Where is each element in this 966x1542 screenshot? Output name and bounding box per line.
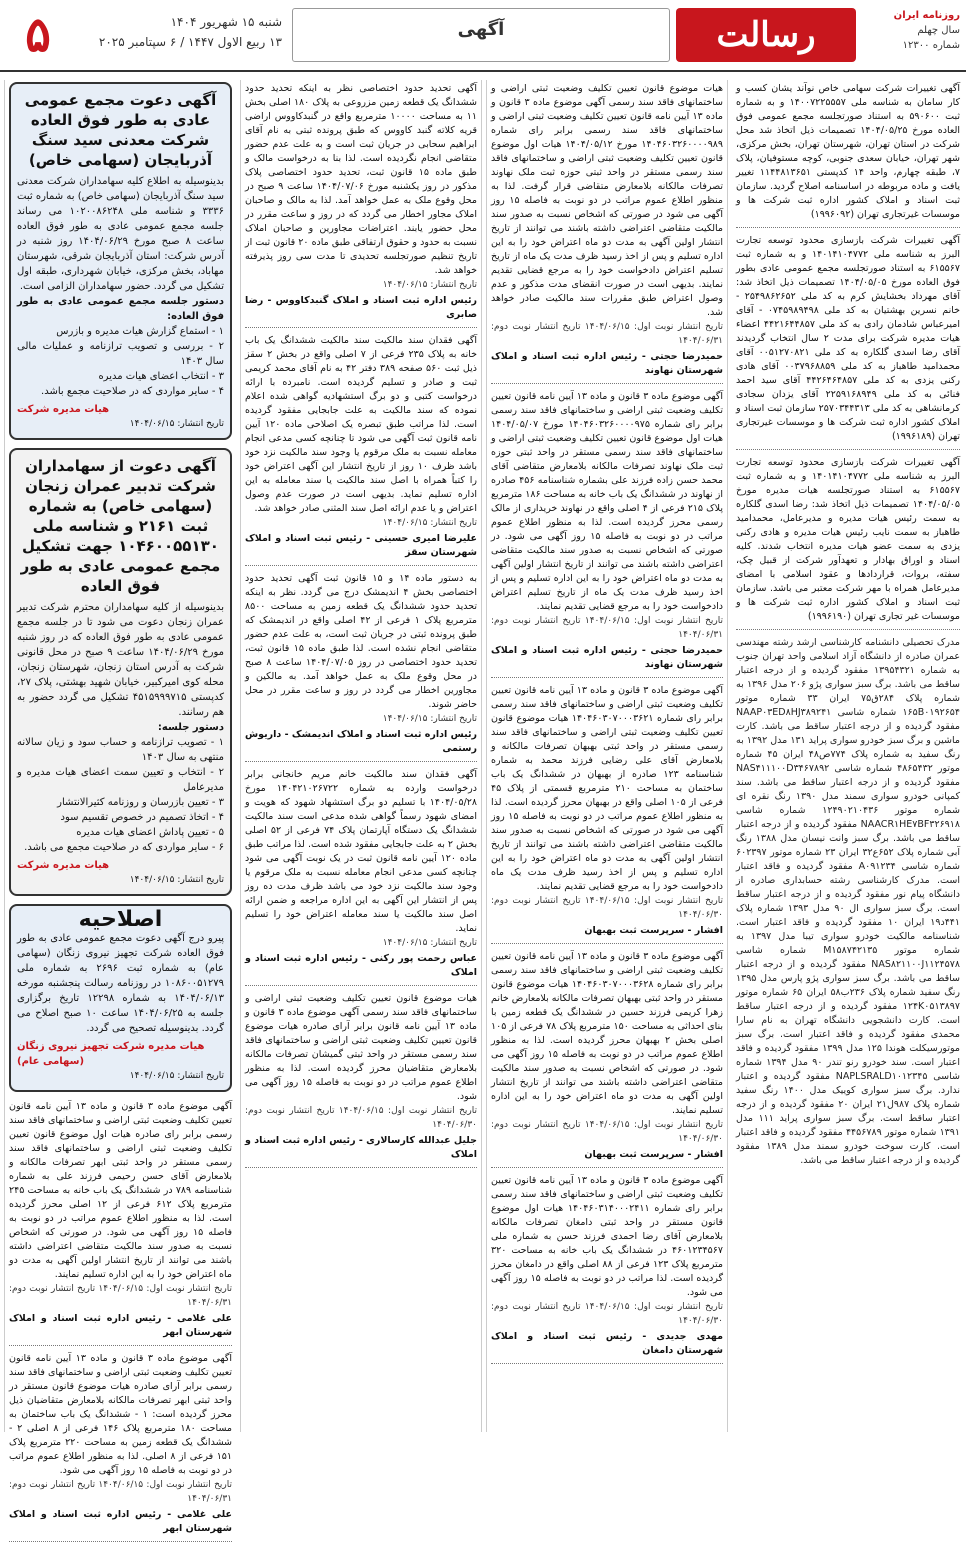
notice	[491, 1174, 723, 1364]
notice-text: آگهی موضوع ماده ۳ قانون و ماده ۱۳ آیین نامه قانون تعیین تکلیف وضعیت ثبتی اراضی و ساختمانهای فاقد سند رسمی برابر رای شماره ۱۴۰۴۶۰۳۱۴۰۰۰۲۴۱۱ هیات اول موضوع قانون مستقر در واحد ثبتی دامغان تصرفات مالکانه بلامعارض آقای رضا احمدی فرزند حسن به شماره ملی ۴۶۰۱۲۳۴۵۶۷ در ششدانگ یک باب خانه به مساحت ۳۲۰ مترمربع پلاک ۱۲۳ فرعی از ۸۸ اصلی واقع در دامغان محرز گردیده است. لذا مراتب در دو نوبت به فاصله ۱۵ روز آگهی می شود.	[491, 1175, 724, 1298]
correction-title: اصلاحیه	[78, 907, 163, 932]
date-line-1: شنبه ۱۵ شهریور ۱۴۰۴	[170, 15, 282, 29]
date-block	[72, 12, 282, 52]
notice	[245, 334, 477, 566]
agenda-item: ۳ - انتخاب اعضای هیات مدیره	[98, 371, 224, 382]
agenda-item: ۶ - سایر مواردی که در صلاحیت مجمع می باشد.	[24, 842, 224, 853]
notice-signature: افشار - سرپرست ثبت بهبهان	[584, 925, 723, 936]
shareholders-invitation-ad	[9, 448, 232, 896]
newspaper-logo: رسالت	[676, 8, 856, 62]
notice-signature: علی غلامی - رئیس اداره ثبت اسناد و املاک شهرستان ابهر	[9, 1313, 232, 1338]
date-line-2: ۱۳ ربیع الاول ۱۴۴۷ / ۶ سپتامبر ۲۰۲۵	[98, 35, 282, 49]
agenda-heading: دستور جلسه مجمع عمومی عادی به طور فوق العاده:	[17, 296, 224, 322]
notice-signature: عباس رحمت پور رکنی - رئیس اداره ثبت اسناد و املاک	[245, 953, 477, 978]
board-signature: هیات مدیره شرکت	[17, 860, 110, 871]
board-signature: هیات مدیره شرکت تجهیز نیروی زنگان (سهامی عام)	[17, 1041, 205, 1067]
notice	[736, 234, 960, 450]
agenda-item: ۲ - بررسی و تصویب ترازنامه و عملیات مالی سال ۱۴۰۳	[17, 341, 224, 367]
notice-signature: حمیدرضا حجتی - رئیس اداره ثبت اسناد و املاک شهرستان نهاوند	[491, 351, 723, 376]
notice-date: تاریخ انتشار: ۱۴۰۴/۰۶/۱۵	[382, 518, 477, 528]
ad-date: تاریخ انتشار: ۱۴۰۴/۰۶/۱۵	[129, 419, 224, 429]
ad-body: بدینوسیله از کلیه سهامداران محترم شرکت تدبیر عمران زنجان دعوت می شود تا در جلسه مجمع عمومی عادی به طور فوق العاده که در روز شنبه مورخ ۱۴۰۴/۰۶/۲۹ ساعت ۹ صبح در محل قانونی شرکت به آدرس استان زنجان، شهرستان زنجان، محله کوی امیرکبیر، خیابان شهید بهشتی، پلاک ۲۷، کدپستی ۴۵۱۵۹۹۹۷۱۵ تشکیل می گردد حضور به هم رسانند.	[17, 602, 224, 718]
notice-date: تاریخ انتشار نوبت اول: ۱۴۰۴/۰۶/۱۵ تاریخ انتشار نوبت دوم: ۱۴۰۴/۰۶/۳۱	[9, 1480, 232, 1504]
notice	[491, 684, 723, 944]
agenda-item: ۳ - تعیین بازرسان و روزنامه کثیرالانتشار	[57, 797, 224, 808]
agenda-item: ۱ - تصویب ترازنامه و حساب سود و زیان سالانه منتهی به سال ۱۴۰۳	[17, 737, 224, 763]
column-3	[240, 80, 482, 1432]
agenda-heading: دستور جلسه:	[157, 722, 224, 733]
notice-text: آگهی فقدان سند مالکیت خانم مریم خانجانی برابر درخواست وارده به شماره ۱۴۰۴۲۱۰۲۶۷۲۲ مورخ ۱۴۰۴/۰۵/۲۸ با تسلیم دو برگ استشهاد شهود که هویت و امضای شهود رسماً گواهی شده مدعی است سند مالکیت ششدانگ یک دستگاه آپارتمان پلاک ۷۴ فرعی از ۵۲ اصلی بخش ۲ به علت جابجایی مفقود شده است. لذا مراتب طبق ماده ۱۲۰ آیین نامه قانون ثبت در یک نوبت آگهی می شود چنانچه کسی مدعی انجام معامله نسبت به ملک مرقوم یا وجود سند مالکیت نزد خود می باشد ظرف مدت ده روز پس از انتشار این آگهی به این اداره مراجعه و ضمن ارائه اصل سند مالکیت یا سند معامله اعتراض خود را تسلیم نماید.	[245, 769, 477, 934]
notice	[9, 1100, 232, 1346]
correction-ad	[9, 904, 232, 1092]
issue-label: شماره ۱۲۳۰۰	[902, 40, 960, 51]
notice	[9, 1352, 232, 1542]
notice-signature: علیرضا امیری حسینی - رئیس ثبت اسناد و املاک شهرستان سقز	[245, 533, 477, 558]
brand-label: روزنامه ایران	[893, 10, 960, 21]
notice-signature: افشار - سرپرست ثبت بهبهان	[584, 1149, 723, 1160]
notice-date: تاریخ انتشار: ۱۴۰۴/۰۶/۱۵	[382, 714, 477, 724]
notice-date: تاریخ انتشار نوبت اول: ۱۴۰۴/۰۶/۱۵ تاریخ انتشار نوبت دوم: ۱۴۰۴/۰۶/۳۰	[491, 896, 723, 920]
notice-date: تاریخ انتشار نوبت اول: ۱۴۰۴/۰۶/۱۵ تاریخ انتشار نوبت دوم: ۱۴۰۴/۰۶/۳۱	[491, 616, 723, 640]
notice-signature: جلیل عبدالله کارسالاری - رئیس اداره ثبت اسناد و املاک	[245, 1135, 477, 1160]
notice-signature: رئیس اداره ثبت اسناد و املاک اندیمشک - داریوش رستمی	[245, 729, 477, 754]
agenda-item: ۱ - استماع گزارش هیات مدیره و بازرس	[56, 326, 224, 337]
ad-body: بدینوسیله به اطلاع کلیه سهامداران شرکت معدنی سید سنگ آذربایجان (سهامی خاص) به شماره ثبت ۳۳۳۶ و شناسه ملی ۱۰۲۰۰۸۶۲۴۸ می رساند جلسه مجمع عمومی عادی به طور فوق العاده ساعت ۸ صبح مورخ ۱۴۰۴/۰۶/۲۹ روز شنبه در آدرس شرکت: استان آذربایجان شرقی، شهرستان مهاباد، بخش مرکزی، خیابان شهرداری، طبقه اول تشکیل می گردد. حضور سهامداران الزامی است.	[17, 176, 224, 292]
page-number: ۵	[25, 7, 51, 63]
notice-signature: رئیس اداره ثبت اسناد و املاک گنبدکاووس - رضا صابری	[245, 295, 477, 320]
notice-text: به دستور ماده ۱۴ و ۱۵ قانون ثبت آگهی تحدید حدود اختصاصی بخش ۴ اندیمشک درج می گردد. نظر به اینکه تحدید حدود ششدانگ یک قطعه زمین به مساحت ۸۵۰۰ مترمربع پلاک ۱ فرعی از ۴۲ اصلی واقع در اندیمشک که طبق پرونده ثبتی در جریان ثبت است، به علت عدم حضور متقاضی انجام نشده است. لذا طبق ماده ۱۵ قانون ثبت، تحدید حدود اختصاصی در روز ۱۴۰۴/۰۷/۰۵ ساعت ۸ صبح در محل وقوع ملک به عمل خواهد آمد. به مالکین و مجاورین اخطار می گردد در روز و ساعت مقرر در محل حاضر شوند.	[245, 573, 477, 710]
notice-text: آگهی تغییرات شرکت بازسازی محدود توسعه تجارت البرز به شناسه ملی ۱۴۰۱۴۱۰۴۷۷۲ و به شماره ثبت ۶۱۵۵۶۷ به استناد صورتجلسه هیات مدیره مورخ ۱۴۰۴/۰۵/۰۵ تصمیمات ذیل اتخاذ شد: رضا اسدی گلکاره به سمت رئیس هیات مدیره و مدیرعامل، محمدامید طاهباز به سمت نایب رئیس هیات مدیره و هادی رکنی یزدی به سمت عضو هیات مدیره انتخاب شدند. کلیه اسناد و اوراق بهادار و تعهدآور شرکت از قبیل چک، سفته، بروات، قراردادها و عقود اسلامی با امضای مدیرعامل همراه با مهر شرکت معتبر می باشد. سازمان ثبت اسناد و املاک کشور اداره ثبت شرکت ها و موسسات غیر تجاری تهران (۱۹۹۶۱۹۰)	[736, 457, 960, 622]
notice-text: آگهی تغییرات شرکت بازسازی محدود توسعه تجارت البرز به شناسه ملی ۱۴۰۱۴۱۰۴۷۷۲ و به شماره ثبت ۶۱۵۵۶۷ به استناد صورتجلسه مجمع عمومی عادی بطور فوق العاده مورخ ۱۴۰۴/۰۵/۰۵ تصمیمات ذیل اتخاذ شد: آقای مهرداد بخشایش کرم به کد ملی ۲۵۴۹۸۶۲۶۵۲ - خانم نسرین بهشتیان به کد ملی ۰۷۴۵۹۸۹۴۹۸ - آقای امیرعباس شادمان رادی به کد ملی ۴۴۲۱۶۴۴۸۵۷ اعضاء هیات مدیره شرکت برای مدت ۲ سال انتخاب گردیدند آقای رضا اسدی گلکاره به کد ملی ۰۰۵۱۲۷۰۸۲۱ آقای محمدامید طاهباز به کد ملی ۰۰۳۷۹۶۸۸۵۹ آقای هادی رکنی یزدی به کد ملی ۴۴۲۶۴۶۴۸۵۷ آقای سید احمد فنائی به کد ملی ۲۲۵۹۱۶۸۹۴۹ آقای یزدان سجادی کرمانشاهی به کد ملی ۲۵۷۰۳۴۴۳۱۳ سازمان ثبت اسناد و املاک کشور اداره ثبت شرکت ها و موسسات غیرتجاری تهران (۱۹۹۶۱۸۹)	[736, 235, 961, 442]
column-4	[4, 80, 236, 1534]
notice	[245, 82, 477, 328]
notice	[736, 82, 960, 228]
ad-title: آگهی دعوت از سهامداران شرکت تدبیر عمران زنجان (سهامی خاص) به شماره ثبت ۲۱۶۱ و شناسه ملی ۱۰۴۶۰۰۵۵۱۳۰ جهت تشکیل مجمع عمومی عادی به طور فوق العاده	[20, 457, 221, 595]
year-label: سال چهلم	[917, 25, 960, 36]
notice	[491, 390, 723, 678]
notice-date: تاریخ انتشار نوبت اول: ۱۴۰۴/۰۶/۱۵ تاریخ انتشار نوبت دوم: ۱۴۰۴/۰۶/۳۱	[491, 322, 723, 346]
notice-text: آگهی موضوع ماده ۳ قانون و ماده ۱۳ آیین نامه قانون تعیین تکلیف وضعیت ثبتی اراضی و ساختمانهای فاقد سند رسمی برابر رای شماره ۱۴۰۴۶۰۳۰۷۰۰۰۳۶۲۸ هیات موضوع قانون مستقر در واحد ثبتی بهبهان تصرفات مالکانه بلامعارض خانم زهرا کریمی فرزند حسین در ششدانگ یک قطعه زمین با بنای احداثی به مساحت ۱۵۰ مترمربع پلاک ۷۸ فرعی از ۱۰۵ اصلی بخش ۲ بهبهان محرز گردیده است. لذا به منظور اطلاع عموم مراتب در دو نوبت به فاصله ۱۵ روز آگهی می شود. در صورتی که اشخاص نسبت به صدور سند مالکیت متقاضی اعتراضی داشته باشند می توانند از تاریخ انتشار اولین آگهی به مدت دو ماه اعتراض خود را به این اداره تسلیم نمایند.	[491, 951, 724, 1116]
column-2	[486, 80, 728, 1432]
notice-text: آگهی تغییرات شرکت سهامی خاص نوآند یشان کسب و کار سامان به شناسه ملی ۱۴۰۰۷۲۲۵۵۵۷ و به شماره ثبت ۵۹۰۶۰۰ به استناد صورتجلسه مجمع عمومی فوق العاده مورخ ۱۴۰۴/۰۵/۲۵ تصمیمات ذیل اتخاذ شد محل شرکت در استان تهران، شهرستان تهران، بخش مرکزی، شهر تهران، خیابان سعدی جنوبی، کوچه مستوفیان، پلاک ۷، طبقه چهارم، واحد ۱۴ کدپستی ۱۱۴۴۸۱۳۶۵۱ تغییر یافت و ماده مربوطه در اساسنامه اصلاح گردید. سازمان ثبت اسناد و املاک کشور اداره ثبت شرکت ها و موسسات غیرتجاری تهران (۱۹۹۶۰۹۲)	[736, 83, 961, 220]
page-header	[0, 0, 966, 72]
ad-date: تاریخ انتشار: ۱۴۰۴/۰۶/۱۵	[129, 875, 224, 885]
notice	[245, 768, 477, 986]
lost-documents-notices: مدرک تحصیلی دانشنامه کارشناسی ارشد رشته مهندسی عمران صادره از دانشگاه آزاد اسلامی واحد تهران جنوب به شماره ۱۳۹۵۴۳۲۱ مفقود گردیده و از درجه اعتبار ساقط می باشد. برگ سبز سواری پژو ۲۰۶ مدل ۱۳۹۶ به شماره پلاک ۲۸۴ق۷۵ ایران ۳۳ شماره موتور ۱۶۵B۰۱۹۲۶۵۴ شماره شاسی NAAP۰۳ED۸HJ۳۸۹۲۴۱ مفقود گردیده و از درجه اعتبار ساقط می باشد. کارت ماشین و برگ سبز خودرو سواری پراید ۱۳۱ مدل ۱۳۹۲ به رنگ سفید به شماره پلاک ۷۷۴ص۴۸ ایران ۴۵ شماره موتور ۴۸۶۵۴۳۲ شماره شاسی NAS۴۱۱۱۰۰D۳۴۶۷۸۹۲ مفقود گردیده و از درجه اعتبار ساقط می باشد. سند کمپانی خودرو سواری سمند مدل ۱۳۹۰ رنگ نقره ای شماره موتور ۱۲۴۹۰۲۱۰۴۳۶ شماره شاسی NAACR۱HE۷BF۳۲۶۹۱۸ مفقود گردیده و از درجه اعتبار ساقط می باشد. برگ سبز وانت نیسان مدل ۱۳۸۸ رنگ آبی شماره پلاک ۶۵۲ع۳۲ ایران ۲۳ شماره موتور ۶۰۲۳۹۷ شماره شاسی A۰۹۱۲۳۴ مفقود گردیده و فاقد اعتبار است. مدرک کارشناسی رشته حسابداری صادره از دانشگاه پیام نور مفقود گردیده و از درجه اعتبار ساقط است. برگ سبز سواری ال ۹۰ مدل ۱۳۹۳ شماره پلاک ۴۴۱د۱۹ ایران ۱۰ مفقود گردیده و فاقد اعتبار است. شناسنامه مالکیت خودرو سواری تیبا مدل ۱۳۹۷ به شماره موتور M۱۵۸۷۴۲۱۳۵ شماره شاسی NAS۸۲۱۱۰۰J۱۱۲۴۵۷۸ مفقود گردیده و از درجه اعتبار ساقط می باشد. برگ سبز سواری پژو پارس مدل ۱۳۹۵ رنگ سفید شماره پلاک ۲۳۶ب۵۸ ایران ۶۵ شماره موتور ۱۲۴K۰۵۱۳۸۹۷ مفقود گردیده و از درجه اعتبار ساقط است. کارت دانشجویی دانشگاه تهران به نام سارا محمدی مفقود گردیده و فاقد اعتبار است. برگ سبز موتورسیکلت هوندا ۱۲۵ مدل ۱۳۹۹ مفقود گردیده و فاقد اعتبار است. سند خودرو رنو تندر ۹۰ مدل ۱۳۹۴ شماره شاسی NAPLSRALD۱۰۱۲۳۴۵ مفقود گردیده و اعتبار ندارد. برگ سبز سواری کوییک مدل ۱۴۰۰ رنگ سفید شماره پلاک ۹۸۷ل۲۱ ایران ۲۰ مفقود گردیده و از درجه اعتبار ساقط است. برگ سبز سواری پراید ۱۱۱ مدل ۱۳۹۱ شماره موتور ۴۴۵۶۷۸۹ مفقود گردیده و فاقد اعتبار است. کارت سوخت خودرو سمند مدل ۱۳۸۹ مفقود گردیده و از درجه اعتبار ساقط می باشد.	[736, 637, 961, 1166]
notice-text: هیات موضوع قانون تعیین تکلیف وضعیت ثبتی اراضی و ساختمانهای فاقد سند رسمی آگهی موضوع ماده ۳ قانون و ماده ۱۳ آیین نامه قانون تعیین تکلیف وضعیت ثبتی اراضی و ساختمانهای فاقد سند رسمی برابر رای شماره ۱۴۰۴۶۰۳۲۶۰۰۰۰۹۸۹ مورخ ۱۴۰۴/۰۵/۱۲ هیات اول موضوع قانون تعیین تکلیف وضعیت ثبتی اراضی و ساختمانهای فاقد سند رسمی مستقر در واحد ثبتی حوزه ثبت ملک نهاوند تصرفات مالکانه بلامعارض متقاضی قرار گرفت. لذا به منظور اطلاع عموم مراتب در دو نوبت به فاصله ۱۵ روز آگهی می شود در صورتی که اشخاص نسبت به صدور سند مالکیت متقاضی اعتراضی داشته باشند می توانند از تاریخ انتشار اولین آگهی به مدت دو ماه اعتراض خود را به این اداره تسلیم و پس از اخذ رسید ظرف مدت یک ماه از تاریخ تسلیم اعتراض دادخواست خود را به مرجع قضایی تقدیم نمایند. بدیهی است در صورت انقضای مدت مذکور و عدم وصول اعتراض طبق مقررات سند مالکیت صادر خواهد شد.	[491, 83, 723, 318]
notice	[491, 950, 723, 1168]
notice-date: تاریخ انتشار: ۱۴۰۴/۰۶/۱۵	[382, 938, 477, 948]
section-bar	[292, 8, 670, 62]
notice-date: تاریخ انتشار نوبت اول: ۱۴۰۴/۰۶/۱۵ تاریخ انتشار نوبت دوم: ۱۴۰۴/۰۶/۳۰	[245, 1106, 477, 1130]
notice-text: آگهی فقدان سند مالکیت سند مالکیت ششدانگ یک باب خانه به پلاک ۲۳۵ فرعی از ۷ اصلی واقع در بخش ۲ سقز ذیل ثبت ۵۶۰ صفحه ۳۸۹ دفتر ۴۲ به نام آقای محمد کریمی ثبت و صادر و تسلیم گردیده است. نامبرده با ارائه درخواست کتبی و دو برگ استشهادیه گواهی شده اعلام نموده که سند مالکیت به علت جابجایی مفقود گردیده است. لذا مراتب طبق تبصره یک اصلاحی ماده ۱۲۰ آیین نامه قانون ثبت آگهی می شود تا چنانچه کسی مدعی انجام معامله نسبت به ملک مرقوم یا وجود سند مالکیت نزد خود باشد ظرف ۱۰ روز از تاریخ انتشار این آگهی اعتراض خود را کتباً همراه با اصل سند مالکیت یا سند معامله به این اداره تسلیم نماید. بدیهی است در صورت عدم وصول اعتراض و یا عدم ارائه اصل سند المثنی صادر خواهد شد.	[245, 335, 478, 514]
section-title: آگهی	[457, 19, 505, 40]
notice	[736, 456, 960, 630]
agenda-item: ۴ - اتخاذ تصمیم در خصوص تقسیم سود	[60, 812, 224, 823]
notice	[245, 572, 477, 762]
notice-signature: حمیدرضا حجتی - رئیس اداره ثبت اسناد و املاک شهرستان نهاوند	[491, 645, 723, 670]
notice	[245, 992, 477, 1168]
notice-signature: مهدی جدیدی - رئیس ثبت اسناد و املاک شهرستان دامغان	[491, 1331, 723, 1356]
notice-text: آگهی موضوع ماده ۳ قانون و ماده ۱۳ آیین نامه قانون تعیین تکلیف وضعیت ثبتی اراضی و ساختمانهای فاقد سند رسمی برابر آرای صادره هیات موضوع قانون مستقر در واحد ثبتی ابهر تصرفات مالکانه بلامعارض متقاضیان ذیل محرز گردیده است: ۱ - ششدانگ یک باب ساختمان به مساحت ۱۸۰ مترمربع پلاک ۱۴۶ فرعی از ۸ اصلی ۲ - ششدانگ یک قطعه زمین به مساحت ۲۲۰ مترمربع پلاک ۱۵۱ فرعی از ۸ اصلی. لذا به منظور اطلاع عموم مراتب در دو نوبت به فاصله ۱۵ روز آگهی می شود.	[9, 1353, 233, 1476]
meeting-invitation-ad	[9, 82, 232, 440]
notice-date: تاریخ انتشار: ۱۴۰۴/۰۶/۱۵	[382, 280, 477, 290]
ad-date: تاریخ انتشار: ۱۴۰۴/۰۶/۱۵	[129, 1071, 224, 1081]
notice-text: آگهی تحدید حدود اختصاصی نظر به اینکه تحدید حدود ششدانگ یک قطعه زمین مزروعی به پلاک ۱۸۰ اصلی بخش ۱۱ به مساحت ۱۰۰۰۰ مترمربع واقع در گنبدکاووس اراضی قریه کلاته گنبد کاووس که طبق پرونده ثبتی به نام آقای ابراهیم سحابی در جریان ثبت است و به علت عدم حضور متقاضی انجام نگردیده است. لذا بنا به درخواست مالک و طبق ماده ۱۵ قانون ثبت، تحدید حدود اختصاصی پلاک مذکور در روز یکشنبه مورخ ۱۴۰۴/۰۷/۰۶ ساعت ۹ صبح در محل وقوع ملک به عمل خواهد آمد. لذا به مالک و صاحبان املاک مجاور اخطار می گردد که در روز و ساعت مقرر در محل حضور یابند. اعتراضات مجاورین و صاحبان املاک نسبت به حدود و حقوق ارتفاقی طبق ماده ۲۰ قانون ثبت از تاریخ تنظیم صورتجلسه تحدیدی تا مدت سی روز پذیرفته خواهد شد.	[245, 83, 477, 276]
column-1	[732, 80, 964, 1432]
notice	[491, 82, 723, 384]
agenda-item: ۲ - انتخاب و تعیین سمت اعضای هیات مدیره و مدیرعامل	[17, 767, 224, 793]
notice-date: تاریخ انتشار نوبت اول: ۱۴۰۴/۰۶/۱۵ تاریخ انتشار نوبت دوم: ۱۴۰۴/۰۶/۳۰	[491, 1302, 723, 1326]
notice-date: تاریخ انتشار نوبت اول: ۱۴۰۴/۰۶/۱۵ تاریخ انتشار نوبت دوم: ۱۴۰۴/۰۶/۳۰	[491, 1120, 723, 1144]
notice-text: آگهی موضوع ماده ۳ قانون و ماده ۱۳ آیین نامه قانون تعیین تکلیف وضعیت ثبتی اراضی و ساختمانهای فاقد سند رسمی برابر رای صادره هیات اول موضوع قانون تعیین تکلیف وضعیت ثبتی اراضی و ساختمانهای فاقد سند رسمی مستقر در واحد ثبتی ابهر تصرفات مالکانه و بلامعارض آقای حسن رحیمی فرزند علی به شماره شناسنامه ۷۸۹ در ششدانگ یک باب خانه به مساحت ۲۴۵ مترمربع پلاک ۶۱۲ فرعی از ۱۲ اصلی محرز گردیده است. لذا به منظور اطلاع عموم مراتب در دو نوبت به فاصله ۱۵ روز آگهی می شود. در صورتی که اشخاص نسبت به صدور سند مالکیت متقاضی اعتراضی داشته باشند می توانند از تاریخ انتشار اولین آگهی به مدت دو ماه اعتراض خود را به این اداره تسلیم نمایند.	[9, 1101, 233, 1280]
notice-text: هیات موضوع قانون تعیین تکلیف وضعیت ثبتی اراضی و ساختمانهای فاقد سند رسمی آگهی موضوع ماده ۳ قانون و ماده ۱۳ آیین نامه قانون برابر آرای صادره هیات موضوع قانون تعیین تکلیف وضعیت ثبتی اراضی و ساختمانهای فاقد سند رسمی مستقر در واحد ثبتی گمیشان تصرفات مالکانه بلامعارض متقاضیان محرز گردیده است. لذا به منظور اطلاع عموم مراتب در دو نوبت به فاصله ۱۵ روز آگهی می شود.	[245, 993, 477, 1102]
notice-date: تاریخ انتشار نوبت اول: ۱۴۰۴/۰۶/۱۵ تاریخ انتشار نوبت دوم: ۱۴۰۴/۰۶/۳۱	[9, 1284, 232, 1308]
ad-body: پیرو درج آگهی دعوت مجمع عمومی عادی به طور فوق العاده شرکت تجهیز نیروی زنگان (سهامی عام) به شماره ثبت ۲۶۹۶ به شماره ملی ۱۰۸۶۰۰۵۱۲۷۹ در روزنامه رسالت پنجشنبه مورخه ۱۴۰۴/۰۶/۱۳ به شماره ۱۲۲۹۸ تاریخ برگزاری جلسه به ۱۴۰۴/۰۶/۲۵ ساعت ۱۰ صبح اصلاح می گردد. بدینوسیله تصحیح می گردد.	[17, 933, 224, 1034]
agenda-item: ۴ - سایر مواردی که در صلاحیت مجمع باشد.	[41, 386, 224, 397]
notice-text: آگهی موضوع ماده ۳ قانون و ماده ۱۳ آیین نامه قانون تعیین تکلیف وضعیت ثبتی اراضی و ساختمانهای فاقد سند رسمی برابر رای شماره ۱۴۰۴۶۰۳۰۷۰۰۰۳۶۲۱ هیات موضوع قانون تعیین تکلیف وضعیت ثبتی اراضی و ساختمانهای فاقد سند رسمی مستقر در واحد ثبتی بهبهان تصرفات مالکانه و بلامعارض آقای علی رضایی فرزند محمد به شماره شناسنامه ۱۲۳ صادره از بهبهان در ششدانگ یک باب ساختمان به مساحت ۲۱۰ مترمربع قسمتی از پلاک ۴۵ فرعی از ۱۰۵ اصلی واقع در بهبهان محرز گردیده است. لذا به منظور اطلاع عموم مراتب در دو نوبت به فاصله ۱۵ روز آگهی می شود در صورتی که اشخاص نسبت به صدور سند مالکیت متقاضی اعتراضی داشته باشند می توانند از تاریخ انتشار اولین آگهی به مدت دو ماه اعتراض خود را به این اداره تسلیم و پس از اخذ رسید ظرف مدت یک ماه دادخواست خود را به مرجع قضایی تقدیم نمایند.	[491, 685, 724, 892]
ad-title: آگهی دعوت مجمع عمومی عادی به طور فوق العاده شرکت معدنی سید سنگ آذربایجان (سهامی خاص)	[24, 91, 217, 169]
board-signature: هیات مدیره شرکت	[17, 404, 110, 415]
issue-info	[860, 8, 960, 53]
notice-text: آگهی موضوع ماده ۳ قانون و ماده ۱۳ آیین نامه قانون تعیین تکلیف وضعیت ثبتی اراضی و ساختمانهای فاقد سند رسمی برابر رای شماره ۱۴۰۴۶۰۳۲۶۰۰۰۰۹۷۵ مورخ ۱۴۰۴/۰۵/۰۷ هیات اول موضوع قانون تعیین تکلیف وضعیت ثبتی اراضی و ساختمانهای فاقد سند رسمی مستقر در واحد ثبتی حوزه ثبت ملک نهاوند تصرفات مالکانه بلامعارض متقاضی آقای محمد حسن زاده فرزند علی بشماره شناسنامه ۴۵۶ صادره از نهاوند در ششدانگ یک باب خانه به مساحت ۱۸۶ مترمربع پلاک ۲۱۵ فرعی از ۴ اصلی واقع در نهاوند خریداری از مالک رسمی محرز گردیده است. لذا به منظور اطلاع عموم مراتب در دو نوبت به فاصله ۱۵ روز آگهی می شود. در صورتی که اشخاص نسبت به صدور سند مالکیت متقاضی اعتراضی داشته باشند می توانند از تاریخ انتشار اولین آگهی به مدت دو ماه اعتراض خود را به این اداره تسلیم و پس از اخذ رسید ظرف مدت یک ماه از تاریخ تسلیم اعتراض دادخواست خود را به مرجع قضایی تقدیم نمایند.	[491, 391, 724, 612]
notice-signature: علی غلامی - رئیس اداره ثبت اسناد و املاک شهرستان ابهر	[9, 1509, 232, 1534]
agenda-item: ۵ - تعیین پاداش اعضای هیات مدیره	[76, 827, 224, 838]
